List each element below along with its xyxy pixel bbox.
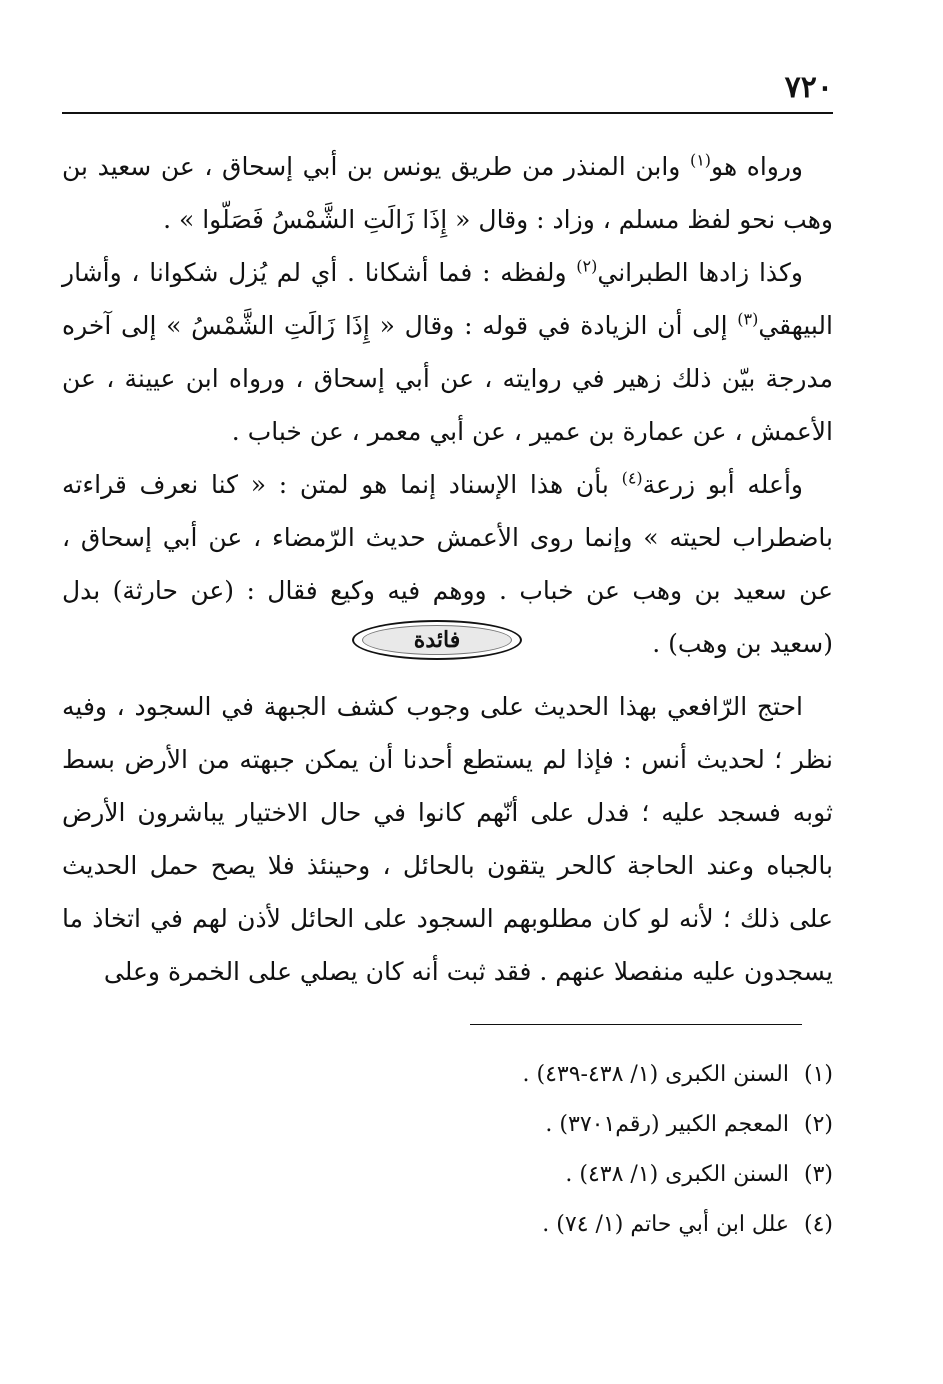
benefit-title: فائدة [413, 627, 461, 653]
main-text-bottom [62, 680, 833, 998]
footnote-number: (٤) [803, 1212, 833, 1237]
text-run: وكذا زادها الطبراني [597, 258, 804, 287]
footnote-ref: (٤) [621, 468, 643, 488]
text-run: ورواه هو [711, 152, 803, 181]
footnote-text: السنن الكبرى (١/ ٤٣٨-٤٣٩) . [522, 1062, 789, 1087]
footnote [522, 1150, 833, 1200]
footnote-text: علل ابن أبي حاتم (١/ ٧٤) . [542, 1212, 789, 1237]
footnote [522, 1200, 833, 1250]
footnote-number: (١) [803, 1062, 833, 1087]
text-run: بأن هذا الإسناد إنما هو لمتن : « كنا نعرف قراءته باضطراب لحيته » وإنما روى الأعمش حديث الرّمضاء ، عن أبي إسحاق ، عن سعيد بن وهب عن خباب . ووهم فيه وكيع فقال : (عن حارثة) بدل (سعيد بن وهب) . [62, 470, 833, 658]
main-text-top [62, 140, 833, 670]
footnote-separator [470, 1024, 802, 1025]
paragraph [62, 140, 833, 246]
text-run: وأعله أبو زرعة [642, 470, 803, 499]
header-rule [62, 112, 833, 114]
text-run: وابن المنذر من طريق يونس بن أبي إسحاق ، عن سعيد بن وهب نحو لفظ مسلم ، وزاد : وقال « إِذَا زَالَتِ الشَّمْسُ فَصَلّوا » . [62, 152, 833, 234]
footnote-ref: (٢) [576, 256, 598, 276]
footnote [522, 1050, 833, 1100]
text-run: احتج الرّافعي بهذا الحديث على وجوب كشف الجبهة في السجود ، وفيه نظر ؛ لحديث أنس : فإذا لم يستطع أحدنا أن يمكن جبهته من الأرض بسط ثوبه فسجد عليه ؛ فدل على أنّهم كانوا في حال الاختيار يباشرون الأرض بالجباه وعند الحاجة كالحر يتقون بالحائل ، وحينئذ فلا يصح حمل الحديث على ذلك ؛ لأنه لو كان مطلوبهم السجود على الحائل لأذن لهم في اتخاذ ما يسجدون عليه منفصلا عنهم . فقد ثبت أنه كان يصلي على الخمرة وعلى [62, 692, 833, 986]
footnote-text: السنن الكبرى (١/ ٤٣٨) . [565, 1162, 789, 1187]
section-heading [0, 620, 943, 668]
footnote-ref: (١) [689, 150, 712, 170]
footnote-number: (٣) [803, 1162, 833, 1187]
footnotes [522, 1050, 833, 1250]
text-run: إلى أن الزيادة في قوله : وقال « إِذَا زَالَتِ الشَّمْسُ » إلى آخره مدرجة بيّن ذلك زهير في روايته ، عن أبي إسحاق ، ورواه ابن عيينة ، عن الأعمش ، عن عمارة بن عمير ، عن أبي معمر ، عن خباب . [62, 311, 833, 446]
paragraph [62, 680, 833, 998]
benefit-ornament [352, 620, 522, 660]
footnote [522, 1100, 833, 1150]
footnote-ref: (٣) [737, 309, 759, 329]
page-number: ٧٢٠ [784, 70, 833, 105]
footnote-text: المعجم الكبير (رقم٣٧٠١) . [545, 1112, 789, 1137]
text-run: ولفظه : فما أشكانا . أي لم يُزل شكوانا ، وأشار البيهقي [62, 258, 833, 340]
footnote-number: (٢) [803, 1112, 833, 1137]
paragraph [62, 246, 833, 458]
